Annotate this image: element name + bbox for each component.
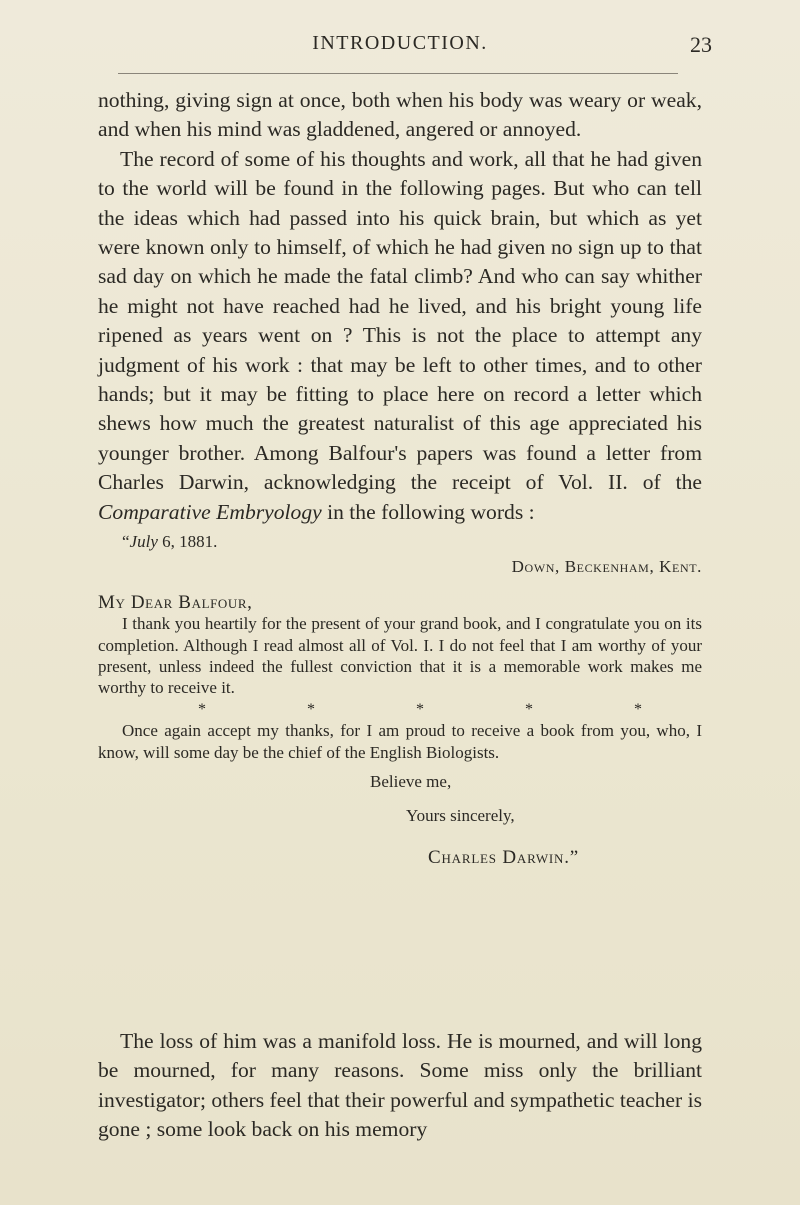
running-title: INTRODUCTION. — [312, 32, 488, 54]
paragraph-loss: The loss of him was a manifold loss. He is mourned, and will long be mourned, for many reasons. Some miss only the brilliant investigator; others feel that their powerful and sympathetic teacher is gone ; some look back on his memory — [98, 1029, 702, 1142]
asterism — [198, 699, 642, 720]
letter-signature: Charles Darwin.” — [428, 846, 580, 868]
letter-address: Down, Beckenham, Kent. — [511, 557, 702, 577]
letter-closing-2: Yours sincerely, — [406, 806, 515, 826]
letter-paragraph: Once again accept my thanks, for I am proud to receive a book from you, who, I know, will some day be the chief of the English Biologists. — [98, 721, 702, 762]
letter-date — [122, 531, 702, 552]
paragraph-text: The record of some of his thoughts and work, all that he had given to the world will be found in the following pages. But who can tell the ideas which had passed into his quick brain, but which as yet were known only to himself, of which he had given no sign up to that sad day on which he made the fatal climb? And who can say whither he might not have reached had he lived, and his bright young life ripened as years went on ? This is not the place to attempt any judgment of his work : that may be left to other times, and to other hands; but it may be fitting to place here on record a letter which shews how much the greatest naturalist of this age appreciated his younger brother. Among Balfour's papers was found a letter from Charles Darwin, acknowledging the receipt of Vol. II. of the — [98, 146, 702, 495]
darwin-letter — [98, 531, 702, 868]
main-text — [98, 86, 702, 527]
opening-quote: “ — [122, 532, 130, 551]
star: * — [634, 700, 642, 718]
star: * — [525, 700, 533, 718]
date-day-year: 6, 1881. — [157, 532, 218, 551]
page-number: 23 — [690, 32, 712, 57]
star: * — [416, 700, 424, 718]
star: * — [307, 700, 315, 718]
paragraph-continued: nothing, giving sign at once, both when his body was weary or weak, and when his mind was gladdened, angered or annoyed. — [98, 88, 702, 142]
letter-closing: Believe me, — [370, 772, 452, 792]
closing-text — [98, 1027, 702, 1145]
star: * — [198, 700, 206, 718]
header-rule — [118, 73, 678, 74]
paragraph-record — [98, 145, 702, 527]
book-title-italic: Comparative Embryology — [98, 499, 322, 524]
letter-salutation: My Dear Balfour, — [98, 591, 253, 613]
letter-paragraph: I thank you heartily for the present of your grand book, and I congratulate you on its completion. Although I read almost all of Vol. I. I do not feel that I am worthy of your present, unless indeed the fullest conviction that it is a memorable work makes me worthy to receive it. — [98, 614, 702, 698]
date-month: July — [129, 532, 158, 551]
paragraph-text-end: in the following words : — [321, 499, 535, 524]
running-head — [0, 32, 800, 62]
